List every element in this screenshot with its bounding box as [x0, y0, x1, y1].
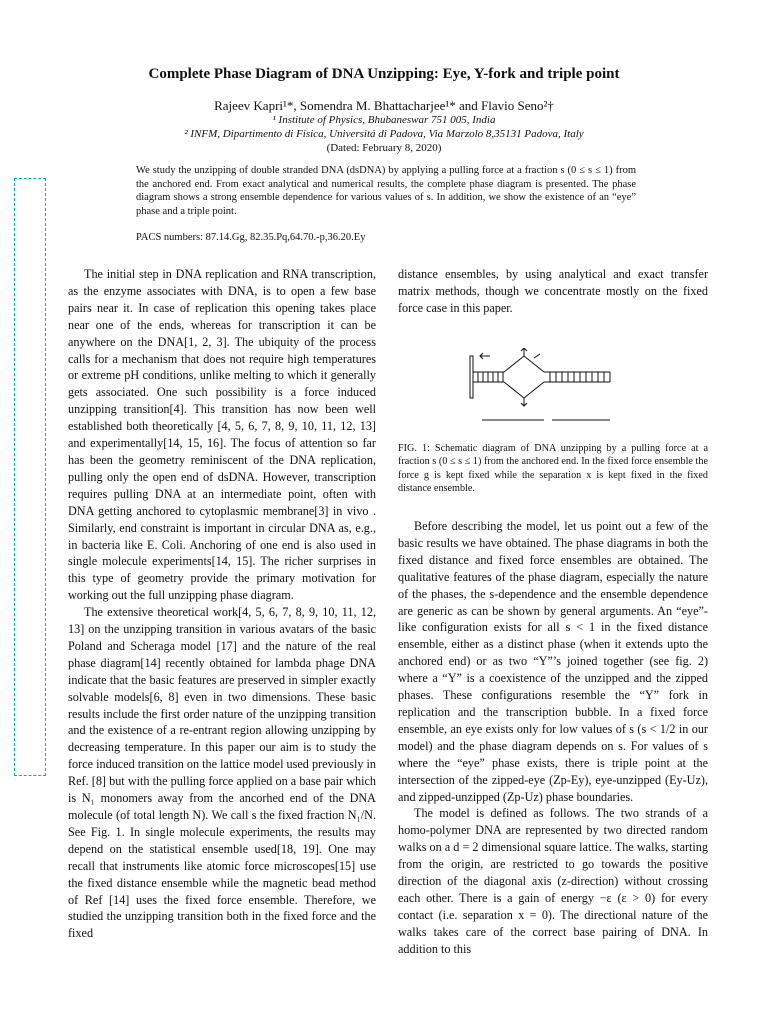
anchor-wall — [470, 356, 473, 398]
arrow-diagonal — [534, 354, 540, 358]
body-paragraph: The extensive theoretical work[4, 5, 6, 7, 8, 9, 10, 11, 12, 13] on the unzipping transition in various avatars of the basic Poland and Scheraga model [17] and the nature of the real phase diagram[14] recently obtained for lambda phage DNA indicate that the basic features are preserved in simpler exactly solvable models[6, 8] even in two dimensions. These basic results include the first order nature of the unzipping transition and the existence of a re-entrant region allowing unzipping by decreasing temperature. In this paper our aim is to study the force induced transition on the lattice model used previously in Ref. [8] but with the pulling force applied on a base pair which is N₁ monomers away from the ancorhed end of the DNA molecule (of total length N). We call s the fixed fraction N₁/N. See Fig. 1. In single molecule experiments, the results may depend on the statistical ensemble used[18, 19]. One may recall that instruments like atomic force microscopes[15] use the fixed distance ensemble while the magnetic bead method of Ref [14] uses the fixed force ensemble. Therefore, we studied the unzipping transition both in the fixed force and the fixed — [68, 605, 376, 941]
pacs-numbers: PACS numbers: 87.14.Gg, 82.35.Pq,64.70.-p,36.20.Ey — [136, 232, 366, 243]
body-paragraph: The initial step in DNA replication and RNA transcription, as the enzyme associates with DNA, is to open a few base pairs near it. In case of replication this opening takes place near one of the ends, whereas for transcription it can be anywhere on the DNA[1, 2, 3]. The ubiquity of the process calls for a mechanism that does not require high temperatures or extreme pH conditions, unlike melting to which it generally gets associated. One such possibility is a force induced unzipping transition[4]. This transition has now been well established both theoretically [4, 5, 6, 7, 8, 9, 10, 11, 12, 13] and experimentally[14, 15, 16]. The focus of attention so far has been the geometry reminiscent of the DNA replication, pulling only the open end of dsDNA. However, transcription requires pulling DNA at an intermediate point, often with DNA getting anchored to cytoplasmic membrane[3] in vivo . Similarly, end constraint is important in circular DNA as, e.g., in bacteria like E. Coli. Anchoring of one end is also used in single molecule experiments[14, 15]. The richer surprises in this type of geometry provide the primary motivation for working out the full unzipping phase diagram. — [68, 267, 376, 603]
base-pair-rungs-right — [550, 372, 610, 382]
body-paragraph: distance ensembles, by using analytical and exact transfer matrix methods, though we concentrate mostly on the fixed force case in this paper. — [398, 267, 708, 315]
dna-unzipping-schematic — [460, 348, 660, 428]
affiliation-1: ¹ Institute of Physics, Bhubaneswar 751 005, India — [272, 114, 496, 126]
body-paragraph: Before describing the model, let us point out a few of the basic results we have obtained. The phase diagrams in both the fixed distance and fixed force ensembles are obtained. The qualitative features of the phase diagram, especially the nature of the phases, the s-dependence and the ensemble dependence are generic as can be shown by general arguments. An “eye”-like configuration exists for all s < 1 in the fixed distance ensemble, either as a distinct phase (when it extends upto the anchored end) or as two “Y”’s joined together (see fig. 2) where a “Y” is a coexistence of the unzipped and the zipped phases. These configurations resemble the “Y” fork in replication and the transcription bubble. In a fixed force ensemble, an eye exists only for low values of s (s < 1/2 in our model) and the phase diagram depends on s. For values of s where the “eye” phase exists, there is triple point at the intersection of the zipped-eye (Zp-Ey), eye-unzipped (Ey-Uz), and zipped-unzipped (Zp-Uz) phase boundaries. — [398, 519, 708, 804]
date-line: (Dated: February 8, 2020) — [326, 142, 442, 154]
strand-bubble-upper — [504, 356, 544, 372]
strand-bubble-lower — [504, 382, 544, 398]
paper-title: Complete Phase Diagram of DNA Unzipping: Eye, Y-fork and triple point — [148, 66, 620, 82]
author-list: Rajeev Kapri¹*, Somendra M. Bhattacharjee¹* and Flavio Seno²† — [214, 98, 554, 113]
right-column-top — [398, 266, 708, 317]
right-column — [398, 518, 708, 958]
margin-frame — [14, 178, 46, 776]
affiliation-2: ² INFM, Dipartimento di Fisica, Universitá di Padova, Via Marzolo 8,35131 Padova, Italy — [184, 128, 584, 140]
base-pair-rungs-left — [478, 372, 503, 382]
abstract: We study the unzipping of double stranded DNA (dsDNA) by applying a pulling force at a fraction s (0 ≤ s ≤ 1) from the anchored end. From exact analytical and numerical results, the complete phase diagram is presented. The phase diagram shows a strong ensemble dependence for various values of s. In addition, we show the existence of an “eye” phase and a triple point. — [136, 165, 636, 217]
body-paragraph: The model is defined as follows. The two strands of a homo-polymer DNA are represented by two directed random walks on a d = 2 dimensional square lattice. The walks, starting from the origin, are restricted to go towards the positive direction of the diagonal axis (z-direction) without crossing each other. There is a gain of energy −ε (ε > 0) for every contact (i.e. separation x = 0). The directional nature of the walks takes care of the correct base pairing of DNA. In addition to this — [398, 806, 708, 956]
left-column — [68, 266, 376, 942]
figure-caption: FIG. 1: Schematic diagram of DNA unzipping by a pulling force at a fraction s (0 ≤ s ≤ 1) from the anchored end. In the fixed force ensemble the force g is kept fixed while the separation x is kept fixed in the fixed distance ensemble. — [398, 443, 708, 495]
